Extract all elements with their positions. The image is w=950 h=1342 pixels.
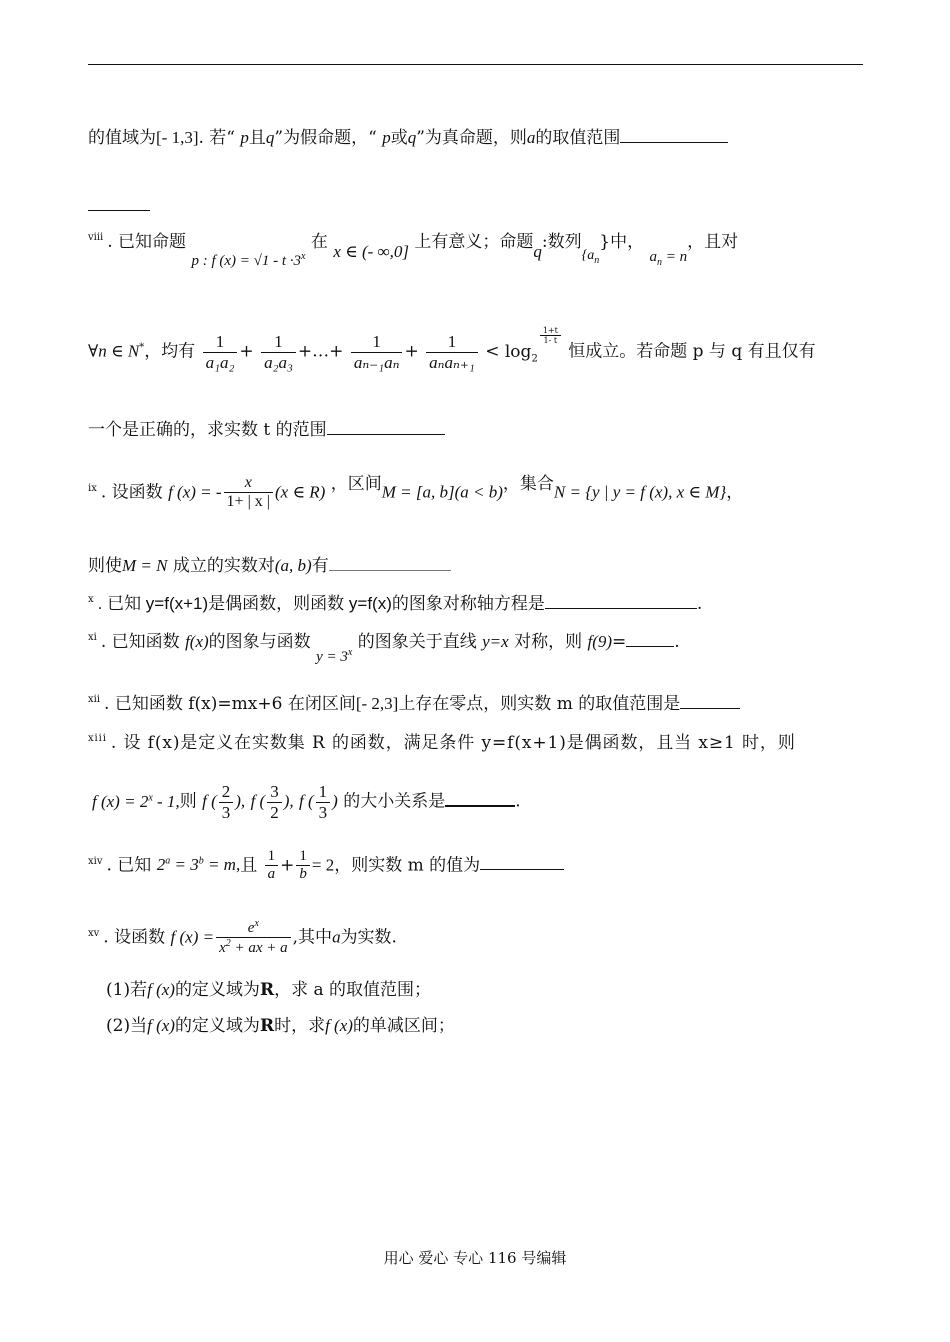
answer-blank bbox=[327, 420, 445, 435]
log-argument: $\frac{1+t}{1- t}$ bbox=[540, 326, 561, 345]
an-definition: $a_n = n$ bbox=[649, 249, 688, 268]
problem-15: $^{xv}$ . 设函数 f (x) = $\frac{e^x}{x^2 + ax + a}$ ,其中a为实数. bbox=[88, 918, 397, 957]
problem-8-end: 一个是正确的，求实数 t 的范围 bbox=[88, 420, 868, 440]
problem-9-end: 则使M = N 成立的实数对(a, b)有 bbox=[88, 556, 868, 576]
fraction-two-thirds: $\frac{2}{3}$ bbox=[219, 782, 234, 822]
problem-13-continued: f $(x) = 2^x - 1$,则 f ( $\frac{2}{3}$ ), f ( $\frac{3}{2}$ ), f ( $\frac{1}{3}$ ) 的大小关系是 . bbox=[92, 782, 521, 822]
answer-blank bbox=[480, 855, 564, 870]
fraction-3: $\frac{1}{\text{aₙ₋₁aₙ}}$ bbox=[351, 332, 403, 372]
fraction-one-third: $\frac{1}{3}$ bbox=[316, 782, 331, 822]
problem-12: $^{xii}$ . 已知函数 f(x)=mx+6 在闭区间[- 2,3]上存在零点，则实数 m 的取值范围是 bbox=[88, 694, 868, 714]
problem-15-part-2: (2)当f (x)的定义域为R时，求f (x)的单减区间； bbox=[106, 1016, 455, 1036]
problem-8: $^{viii}$ . 已知命题 p : f $(x) = √1 - t \cdot 3^x$ 在 x ∈ (- ∞,0] 上有意义；命题q:数列$_{\{a_n\}中,}$ $a_n = n$，且对 bbox=[88, 232, 739, 269]
problem-13: $^{xiii}$ . 设 f(x)是定义在实数集 R 的函数，满足条件 y=f(x+1)是偶函数，且当 x≥1 时，则 bbox=[88, 733, 796, 753]
range-math: [- 1,3] bbox=[156, 128, 199, 147]
fraction-one-over-a: $\frac{1}{a}$ bbox=[265, 848, 279, 884]
function-definition: f $(x) = 2^x - 1$, bbox=[92, 791, 180, 811]
answer-blank bbox=[620, 128, 728, 143]
problem-15-part-1: (1)若f (x)的定义域为R，求 a 的取值范围； bbox=[106, 980, 432, 1000]
function-fraction: $\frac{e^x}{x^2 + ax + a}$ bbox=[216, 918, 291, 958]
answer-blank bbox=[445, 791, 515, 807]
answer-blank bbox=[680, 694, 740, 709]
sequence-math: {an}中， bbox=[581, 232, 645, 266]
problem-7-continuation: 的值域为[- 1,3]. 若“ p且q”为假命题，“ p或q”为真命题，则a的取值范围 bbox=[88, 128, 868, 148]
equation: $2^a = 3^b = m$, bbox=[156, 855, 241, 875]
fraction-1: $\frac{1}{\text{a₁a₂}}$ bbox=[203, 332, 238, 372]
fraction-2: $\frac{1}{\text{a₂a₃}}$ bbox=[261, 332, 296, 372]
exponential-function: $y = 3^x$ bbox=[316, 647, 353, 665]
page-footer: 用心 爱心 专心 116 号编辑 bbox=[383, 1249, 567, 1267]
function-fraction: $\frac{x}{1+ | x |}$ bbox=[224, 474, 273, 512]
problem-9: $^{ix}$ . 设函数 f (x) = - $\frac{x}{1+ | x |}$ (x ∈ R) ，区间M = [a, b](a < b)，集合N = {y | y = f (x), x ∈ M}， bbox=[88, 474, 744, 511]
answer-blank bbox=[545, 594, 697, 609]
fraction-4: $\frac{1}{\text{aₙaₙ₊₁}}$ bbox=[426, 332, 478, 372]
fraction-one-over-b: $\frac{1}{b}$ bbox=[296, 848, 310, 884]
answer-blank bbox=[329, 556, 451, 571]
problem-11: $^{xi}$ . 已知函数 f(x)的图象与函数 $y = 3^x$ 的图象关于直线 y=x 对称，则 f(9)= . bbox=[88, 632, 680, 665]
fraction-three-halves: $\frac{3}{2}$ bbox=[267, 782, 282, 822]
problem-8-inequality: ∀n ∈ N*，均有 $\frac{1}{\text{a₁a₂}}$ + $\frac{1}{\text{a₂a₃}}$ +…+ $\frac{1}{\text{aₙ₋₁aₙ}}$ + $\frac{1}{\text{aₙaₙ₊₁}}$ < $\log_2$ $\frac{1+t}{1- t}$ 恒成立。若命题 p 与 q 有且仅有 bbox=[88, 326, 816, 372]
proposition-p: p : f $(x) = √1 - t \cdot 3^x$ bbox=[191, 251, 306, 269]
header-rule bbox=[88, 64, 863, 65]
domain-math: x ∈ (- ∞,0] bbox=[333, 242, 409, 261]
problem-10: $^x$ . 已知 y=f(x+1)是偶函数，则函数 y=f(x)的图象对称轴方程是 . bbox=[88, 594, 703, 614]
log-expression: $\log_2$ bbox=[504, 341, 538, 364]
answer-blank-continued bbox=[88, 196, 868, 216]
answer-blank bbox=[626, 632, 674, 647]
problem-14: $^{xiv}$ . 已知 $2^a = 3^b = m$,且 $\frac{1}{a}$ + $\frac{1}{b}$ = 2，则实数 m 的值为 bbox=[88, 848, 868, 884]
